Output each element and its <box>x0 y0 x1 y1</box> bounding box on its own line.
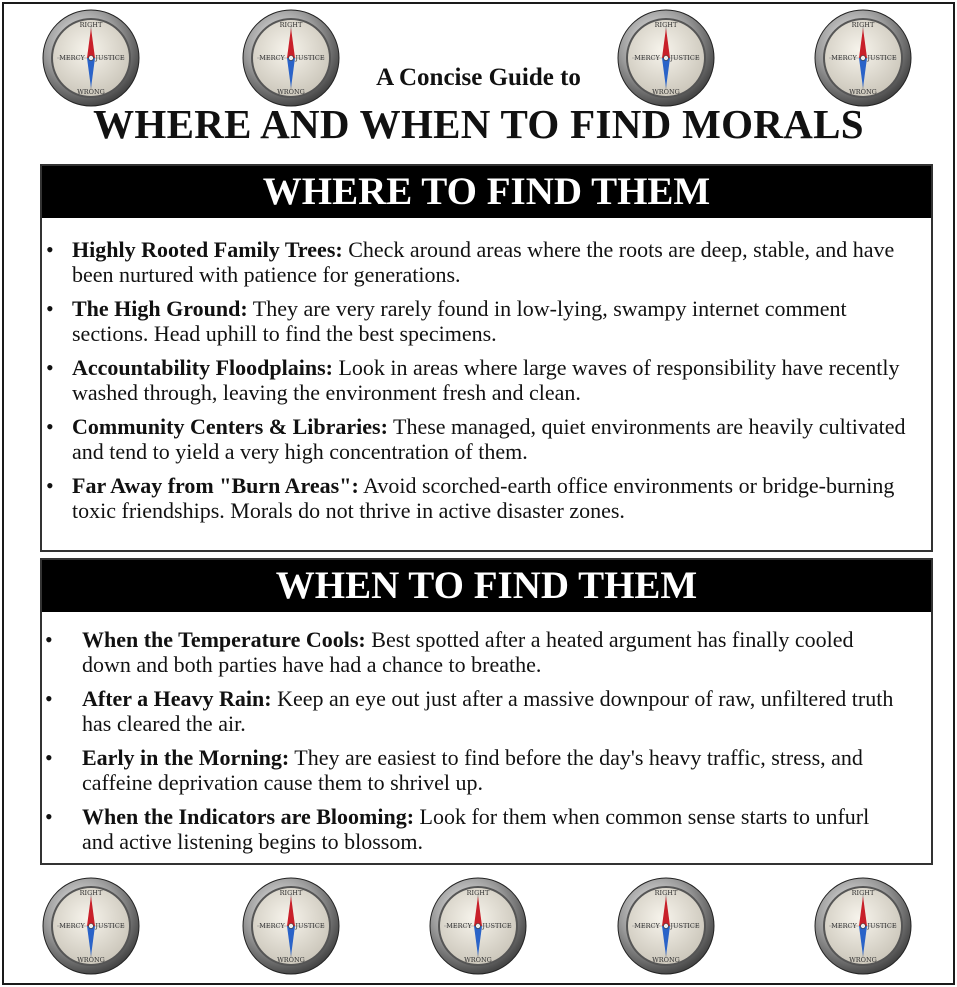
item-title: When the Indicators are Blooming: <box>82 804 415 829</box>
list-item <box>42 296 917 346</box>
item-text: They are easiest to find before the day's heavy traffic, stress, and caffeine deprivation cause them to shrivel up. <box>82 745 863 795</box>
bullet-icon: • <box>45 686 53 711</box>
compass-icon <box>428 876 528 976</box>
list-item <box>42 686 901 736</box>
compass-label-right: JUSTICE <box>482 922 512 930</box>
compass-label-top: RIGHT <box>79 21 103 29</box>
compass-label-bottom: WRONG <box>77 88 105 96</box>
compass-label-right: JUSTICE <box>670 54 700 62</box>
where-heading: WHERE TO FIND THEM <box>42 166 931 218</box>
page-subtitle: A Concise Guide to <box>376 64 581 91</box>
list-item <box>42 473 917 523</box>
list-item <box>42 237 917 287</box>
compass-label-left: MERCY <box>831 54 857 62</box>
bullet-icon: • <box>45 745 53 770</box>
list-item <box>42 627 901 677</box>
bullet-icon: • <box>45 627 53 652</box>
compass-label-top: RIGHT <box>79 889 103 897</box>
item-text: Check around areas where the roots are deep, stable, and have been nurtured with patience for generations. <box>72 237 895 287</box>
page-title: WHERE AND WHEN TO FIND MORALS <box>93 101 864 147</box>
item-title: Highly Rooted Family Trees: <box>72 237 343 262</box>
item-text: These managed, quiet environments are heavily cultivated and tend to yield a very high concentration of them. <box>72 414 906 464</box>
bullet-icon: • <box>46 414 54 439</box>
compass-label-top: RIGHT <box>654 21 678 29</box>
bullet-icon: • <box>46 296 54 321</box>
bullet-icon: • <box>45 804 53 829</box>
item-title: Community Centers & Libraries: <box>72 414 388 439</box>
item-title: Far Away from "Burn Areas": <box>72 473 359 498</box>
item-title: When the Temperature Cools: <box>82 627 366 652</box>
when-list <box>42 612 931 854</box>
compass-label-bottom: WRONG <box>652 88 680 96</box>
item-title: Accountability Floodplains: <box>72 355 333 380</box>
bullet-icon: • <box>46 237 54 262</box>
item-text: Look in areas where large waves of responsibility have recently washed through, leaving the environment fresh and clean. <box>72 355 900 405</box>
where-section <box>40 164 933 552</box>
compass-label-right: JUSTICE <box>295 922 325 930</box>
compass-icon <box>241 876 341 976</box>
compass-label-bottom: WRONG <box>464 956 492 964</box>
bullet-icon: • <box>46 355 54 380</box>
compass-label-left: MERCY <box>634 922 660 930</box>
compass-label-left: MERCY <box>831 922 857 930</box>
compass-label-left: MERCY <box>446 922 472 930</box>
item-text: Best spotted after a heated argument has finally cooled down and both parties have had a chance to breathe. <box>82 627 854 677</box>
compass-icon <box>813 876 913 976</box>
compass-label-top: RIGHT <box>279 889 303 897</box>
compass-label-left: MERCY <box>259 54 285 62</box>
compass-label-top: RIGHT <box>851 21 875 29</box>
compass-icon <box>41 876 141 976</box>
when-heading: WHEN TO FIND THEM <box>42 560 931 612</box>
item-title: After a Heavy Rain: <box>82 686 272 711</box>
compass-label-bottom: WRONG <box>77 956 105 964</box>
compass-icon <box>241 8 341 108</box>
compass-label-left: MERCY <box>634 54 660 62</box>
compass-label-right: JUSTICE <box>670 922 700 930</box>
compass-label-top: RIGHT <box>851 889 875 897</box>
compass-label-right: JUSTICE <box>95 922 125 930</box>
item-text: Keep an eye out just after a massive downpour of raw, unfiltered truth has cleared the air. <box>82 686 894 736</box>
bullet-icon: • <box>46 473 54 498</box>
when-section <box>40 558 933 865</box>
compass-label-right: JUSTICE <box>295 54 325 62</box>
compass-icon <box>616 8 716 108</box>
compass-label-right: JUSTICE <box>95 54 125 62</box>
compass-label-bottom: WRONG <box>277 88 305 96</box>
compass-icon <box>616 876 716 976</box>
list-item <box>42 745 901 795</box>
compass-label-top: RIGHT <box>654 889 678 897</box>
compass-label-left: MERCY <box>59 54 85 62</box>
compass-label-bottom: WRONG <box>652 956 680 964</box>
compass-label-bottom: WRONG <box>849 956 877 964</box>
item-text: They are very rarely found in low-lying, swampy internet comment sections. Head uphill to find the best specimens. <box>72 296 847 346</box>
item-text: Avoid scorched-earth office environments or bridge-burning toxic friendships. Morals do not thrive in active disaster zones. <box>72 473 895 523</box>
compass-label-top: RIGHT <box>466 889 490 897</box>
compass-icon <box>41 8 141 108</box>
item-title: The High Ground: <box>72 296 248 321</box>
compass-label-bottom: WRONG <box>849 88 877 96</box>
compass-label-top: RIGHT <box>279 21 303 29</box>
compass-label-right: JUSTICE <box>867 922 897 930</box>
compass-label-bottom: WRONG <box>277 956 305 964</box>
list-item <box>42 804 901 854</box>
item-text: Look for them when common sense starts to unfurl and active listening begins to blossom. <box>82 804 870 854</box>
list-item <box>42 414 917 464</box>
list-item <box>42 355 917 405</box>
compass-icon <box>813 8 913 108</box>
item-title: Early in the Morning: <box>82 745 290 770</box>
compass-label-right: JUSTICE <box>867 54 897 62</box>
compass-label-left: MERCY <box>59 922 85 930</box>
where-list <box>42 218 931 523</box>
compass-label-left: MERCY <box>259 922 285 930</box>
